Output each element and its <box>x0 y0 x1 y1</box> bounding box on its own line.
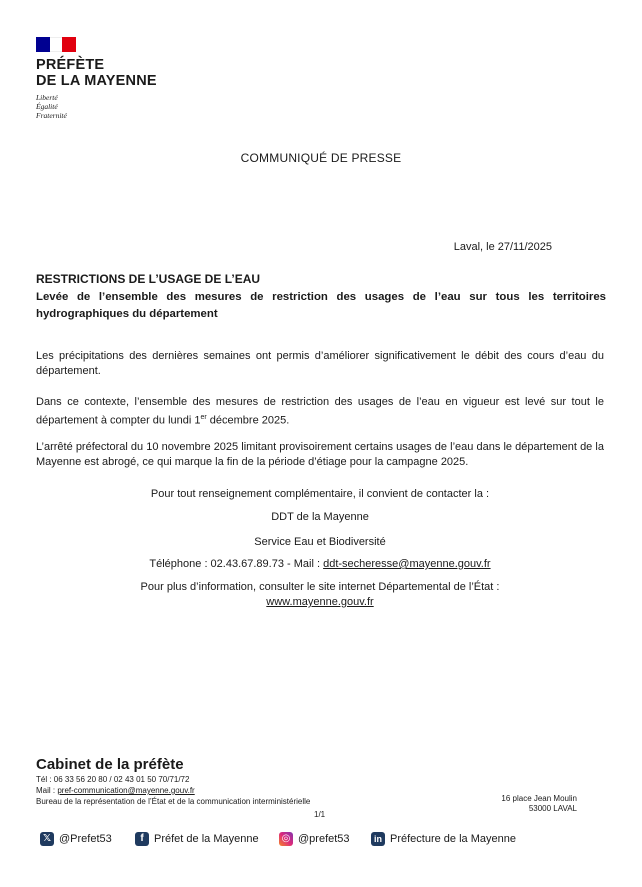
cabinet-heading: Cabinet de la préfète <box>36 756 184 773</box>
info-block: Pour plus d’information, consulter le site internet Départemental de l’État : www.mayenne.gouv.fr <box>140 581 500 608</box>
contact-phone-mail: Téléphone : 02.43.67.89.73 - Mail : ddt-secheresse@mayenne.gouv.fr <box>149 558 491 570</box>
website-link[interactable]: www.mayenne.gouv.fr <box>266 596 374 608</box>
x-icon: 𝕏 <box>40 832 54 846</box>
paragraph-2: Dans ce contexte, l’ensemble des mesures de restriction des usages de l’eau en vigueur est levé sur tout le département à compter du lundi 1er décembre 2025. <box>36 396 604 427</box>
document-date: Laval, le 27/11/2025 <box>453 241 552 253</box>
linkedin-icon: in <box>371 832 385 846</box>
contact-service: Service Eau et Biodiversité <box>254 536 386 548</box>
document-type-label: COMMUNIQUÉ DE PRESSE <box>240 151 402 165</box>
instagram-icon: ◎ <box>279 832 293 846</box>
social-linkedin-link[interactable]: in Préfecture de la Mayenne <box>371 832 516 846</box>
postal-address: 16 place Jean Moulin 53000 LAVAL <box>501 794 577 813</box>
press-email-link[interactable]: pref-communication@mayenne.gouv.fr <box>57 786 195 795</box>
contact-intro: Pour tout renseignement complémentaire, il convient de contacter la : <box>150 488 490 500</box>
prefecture-title: PRÉFÈTE DE LA MAYENNE <box>36 57 157 89</box>
contact-email-link[interactable]: ddt-secheresse@mayenne.gouv.fr <box>323 558 491 570</box>
document-title: RESTRICTIONS DE L’USAGE DE L’EAU <box>36 272 261 286</box>
contact-organization: DDT de la Mayenne <box>271 511 369 523</box>
paragraph-1: Les précipitations des dernières semaines ont permis d’améliorer significativement le débit des cours d’eau du département. <box>36 350 604 377</box>
paragraph-3: L’arrêté préfectoral du 10 novembre 2025 limitant provisoirement certains usages de l’eau dans le département de la Mayenne est abrogé, ce qui marque la fin de la période d’étiage pour la campagne 2025. <box>36 441 604 468</box>
page-number: 1/1 <box>314 810 326 819</box>
facebook-icon: f <box>135 832 149 846</box>
republic-motto: Liberté Égalité Fraternité <box>36 93 67 120</box>
cabinet-contact: Tél : 06 33 56 20 80 / 02 43 01 50 70/71/72 Mail : pref-communication@mayenne.gouv.fr Bureau de la représentation de l’État et de la communication interministérielle <box>36 775 311 806</box>
document-subtitle: Levée de l’ensemble des mesures de restriction des usages de l’eau sur tous les territoires hydrographiques du département <box>36 291 606 320</box>
marianne-flag-logo <box>36 37 76 52</box>
social-instagram-link[interactable]: ◎ @prefet53 <box>279 832 350 846</box>
social-facebook-link[interactable]: f Préfet de la Mayenne <box>135 832 259 846</box>
social-x-link[interactable]: 𝕏 @Prefet53 <box>40 832 112 846</box>
